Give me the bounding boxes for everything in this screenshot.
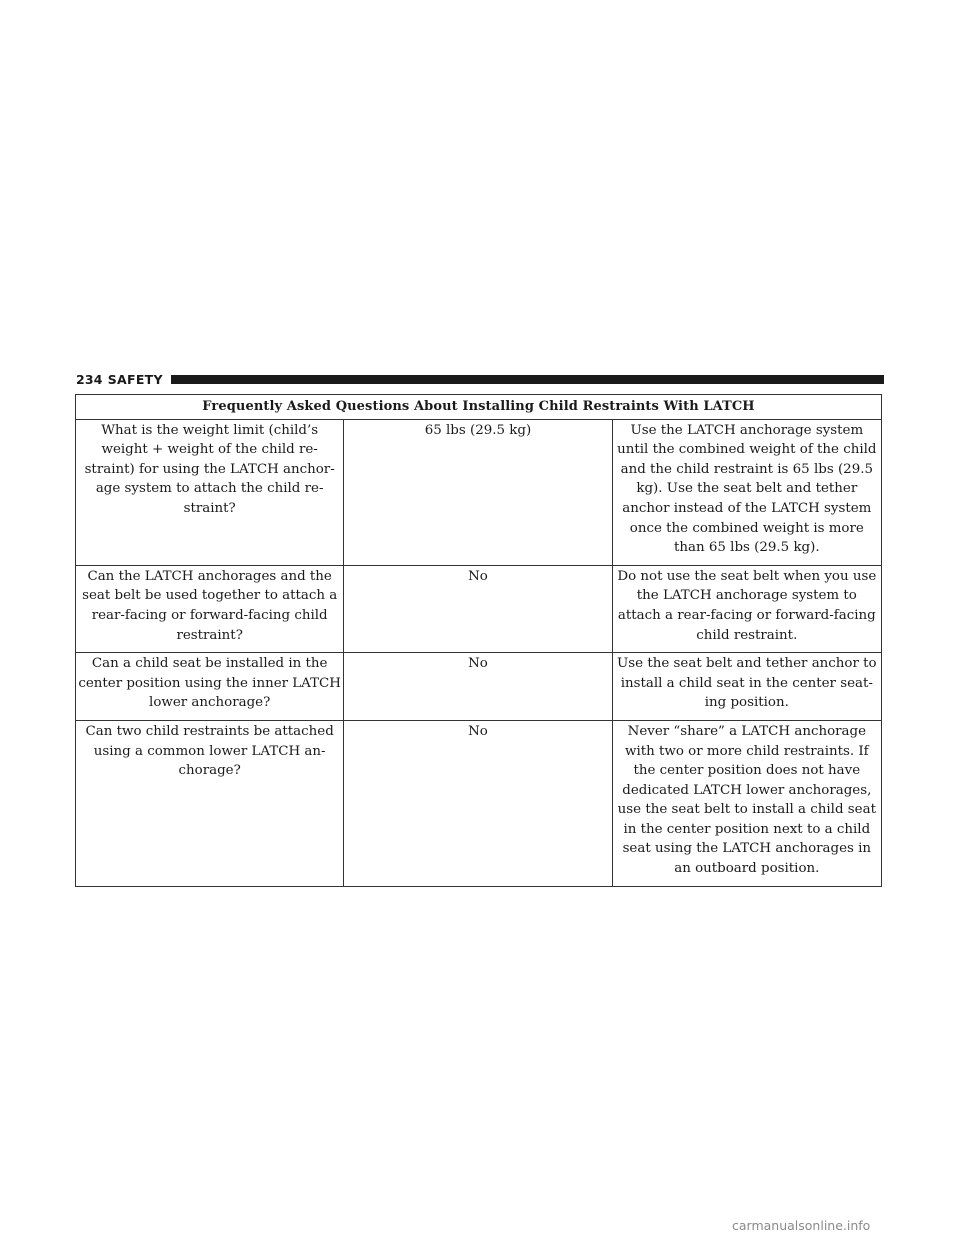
question-cell: Can a child seat be installed in the center position using the inner LATCH lower anchorage? [76, 653, 344, 721]
page-header [76, 371, 884, 387]
question-cell: Can two child restraints be attached using a common lower LATCH an-chorage? [76, 720, 344, 886]
page-number: 234 [76, 371, 103, 387]
faq-table [75, 394, 882, 887]
table-row [76, 565, 882, 652]
question-cell: What is the weight limit (child’s weight + weight of the child re-straint) for using the LATCH anchor-age system to attach the child re-straint? [76, 419, 344, 565]
table-row [76, 720, 882, 886]
question-cell: Can the LATCH anchorages and the seat belt be used together to attach a rear-facing or forward-facing child restraint? [76, 565, 344, 652]
table-row [76, 653, 882, 721]
table-title: Frequently Asked Questions About Installing Child Restraints With LATCH [76, 395, 882, 420]
note-cell: Do not use the seat belt when you use the LATCH anchorage system to attach a rear-facing or forward-facing child restraint. [612, 565, 881, 652]
note-cell: Never “share” a LATCH anchorage with two or more child restraints. If the center position does not have dedicated LATCH lower anchorages, use the seat belt to install a child seat in the center position next to a child seat using the LATCH anchorages in an outboard position. [612, 720, 881, 886]
answer-cell: 65 lbs (29.5 kg) [344, 419, 612, 565]
watermark-link[interactable]: carmanualsonline.info [732, 1218, 871, 1233]
note-cell: Use the LATCH anchorage system until the combined weight of the child and the child restraint is 65 lbs (29.5 kg). Use the seat belt and tether anchor instead of the LATCH system once the combined weight is more than 65 lbs (29.5 kg). [612, 419, 881, 565]
header-rule [171, 375, 884, 384]
section-title: SAFETY [107, 371, 163, 387]
note-cell: Use the seat belt and tether anchor to install a child seat in the center seat-ing position. [612, 653, 881, 721]
table-row [76, 419, 882, 565]
answer-cell: No [344, 565, 612, 652]
answer-cell: No [344, 720, 612, 886]
answer-cell: No [344, 653, 612, 721]
table-header-row [76, 395, 882, 420]
